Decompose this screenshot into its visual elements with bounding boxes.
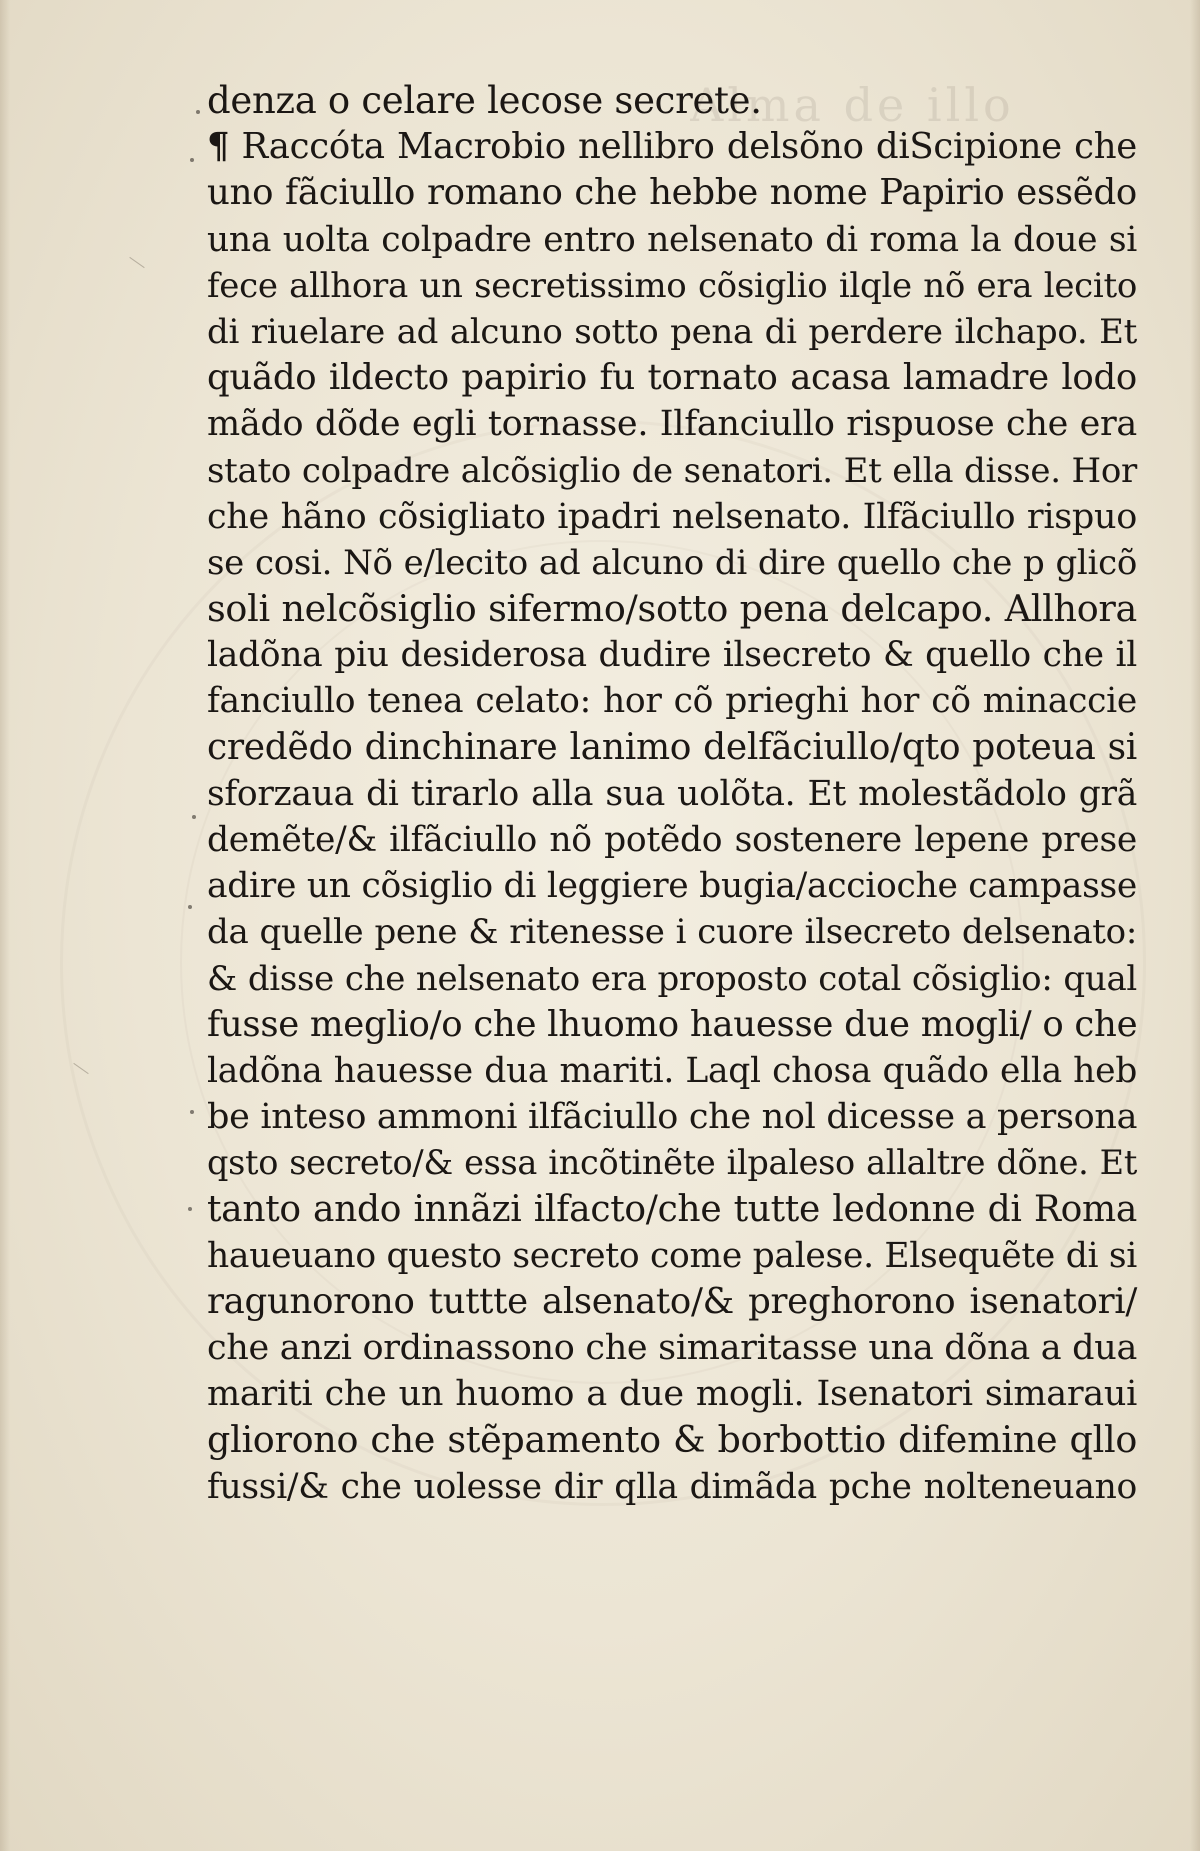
text-line: mariti che un huomo a due mogli. Isenatori simaraui	[207, 1374, 1137, 1415]
text-line: stato colpadre alcõsiglio de senatori. Et ella disse. Hor	[207, 450, 1137, 491]
text-line: di riuelare ad alcuno sotto pena di perdere ilchapo. Et	[207, 311, 1137, 352]
text-line: una uolta colpadre entro nelsenato di roma la doue si	[207, 219, 1137, 260]
text-line: ragunorono tuttte alsenato/& preghorono isenatori/	[207, 1280, 1137, 1322]
text-line: uno fãciullo romano che hebbe nome Papirio essẽdo	[207, 172, 1137, 214]
faint-library-stamp: Alma de illo	[690, 78, 1015, 132]
page-edge-right	[1190, 0, 1200, 1851]
printed-text-block	[207, 78, 1137, 1510]
text-line: se cosi. Nõ e/lecito ad alcuno di dire quello che p glicõ	[207, 542, 1137, 583]
text-line: ladõna piu desiderosa dudire ilsecreto & quello che il	[207, 635, 1137, 676]
margin-dot	[190, 158, 194, 162]
text-line: che anzi ordinassono che simaritasse una dõna a dua	[207, 1328, 1138, 1369]
text-line: tanto ando innãzi ilfacto/che tutte ledonne di Roma	[207, 1188, 1137, 1230]
text-line: be inteso ammoni ilfãciullo che nol dicesse a persona	[207, 1097, 1138, 1138]
margin-tick	[73, 1063, 88, 1074]
text-line: denza o celare lecose secrete.	[207, 79, 762, 122]
pilcrow-icon: ¶	[207, 126, 230, 168]
text-line: haueuano questo secreto come palese. Elsequẽte di si	[207, 1235, 1138, 1276]
text-line: che hãno cõsigliato ipadri nelsenato. Ilfãciullo rispuo	[207, 496, 1137, 537]
text-line: mãdo dõde egli tornasse. Ilfanciullo rispuose che era	[207, 404, 1137, 445]
page-edge-left	[0, 0, 10, 1851]
text-line: fece allhora un secretissimo cõsiglio ilqle nõ era lecito	[207, 265, 1137, 306]
margin-dot	[190, 1110, 194, 1114]
text-line: fanciullo tenea celato: hor cõ prieghi hor cõ minaccie	[207, 681, 1137, 722]
margin-dot	[196, 110, 200, 114]
text-line: quãdo ildecto papirio fu tornato acasa lamadre lodo	[207, 357, 1137, 399]
margin-dot	[188, 905, 192, 909]
margin-dot	[192, 815, 196, 819]
text-line: fussi/& che uolesse dir qlla dimãda pche nolteneuano	[207, 1466, 1137, 1507]
text-line: fusse meglio/o che lhuomo hauesse due mogli/ o che	[207, 1003, 1138, 1045]
text-line: Raccóta Macrobio nellibro delsõno diScipione che	[241, 126, 1137, 168]
text-line: adire un cõsiglio di leggiere bugia/accioche campasse	[207, 866, 1137, 907]
text-line: credẽdo dinchinare lanimo delfãciullo/qto poteua si	[207, 726, 1137, 768]
text-line: ladõna hauesse dua mariti. Laql chosa quãdo ella heb	[207, 1050, 1137, 1091]
text-line: demẽte/& ilfãciullo nõ potẽdo sostenere lepene prese	[207, 820, 1137, 860]
text-line: gliorono che stẽpamento & borbottio difemine qllo	[207, 1418, 1137, 1462]
margin-tick	[129, 257, 144, 268]
text-line: soli nelcõsiglio sifermo/sotto pena delcapo. Allhora	[207, 587, 1137, 631]
margin-dot	[188, 1207, 192, 1211]
text-line: sforzaua di tirarlo alla sua uolõta. Et molestãdolo grã	[207, 773, 1137, 814]
text-line: qsto secreto/& essa incõtinẽte ilpaleso allaltre dõne. Et	[207, 1143, 1137, 1183]
text-line: & disse che nelsenato era proposto cotal cõsiglio: qual	[207, 958, 1137, 999]
text-line: da quelle pene & ritenesse i cuore ilsecreto delsenato:	[207, 912, 1137, 953]
text-line-with-pilcrow	[207, 124, 1137, 170]
